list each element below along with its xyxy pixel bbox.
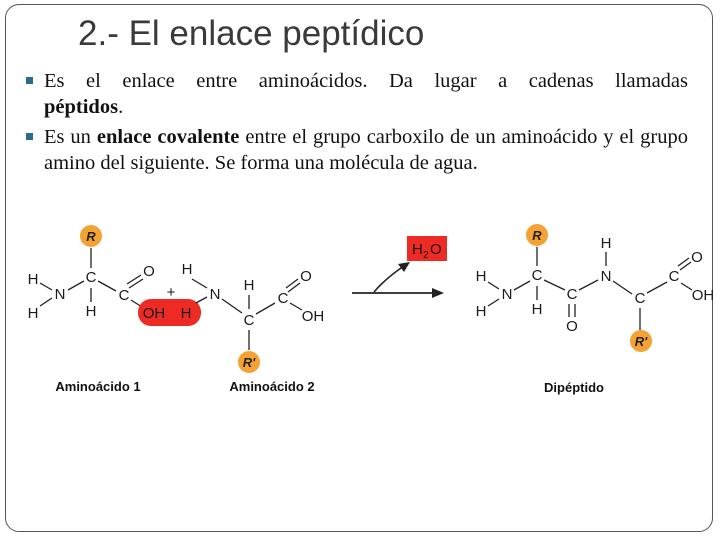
dipeptide-caption: Dipéptido xyxy=(544,380,604,395)
atom-label: N xyxy=(209,286,221,303)
atom-label: C xyxy=(531,267,543,284)
highlight-h: H xyxy=(180,305,192,322)
water-subscript: 2 xyxy=(423,250,429,261)
atom-label: H xyxy=(600,235,612,252)
bullet-2-post: entre el grupo carboxilo de un aminoácido y el grupo amino del siguiente. Se forma una molécula de agua. xyxy=(44,126,688,174)
side-chain-r-prime-label: R' xyxy=(634,334,648,349)
bullet-1-bold-term: péptidos xyxy=(44,96,119,118)
amino-acid-1-structure xyxy=(28,225,155,322)
atom-label: C xyxy=(277,290,289,307)
atom-label: C xyxy=(566,286,578,303)
bullet-2-pre: Es un xyxy=(44,126,97,148)
side-chain-r-prime-label: R' xyxy=(242,355,256,370)
atom-label: OH xyxy=(691,287,715,304)
atom-label: C xyxy=(243,312,255,329)
atom-label: N xyxy=(600,268,612,285)
atom-label: C xyxy=(668,268,680,285)
atom-label: C xyxy=(118,287,130,304)
plus-sign: + xyxy=(166,284,176,301)
reaction-arrow xyxy=(352,262,444,298)
amino-acid-2-caption: Aminoácido 2 xyxy=(229,379,315,394)
side-chain-r-label: R xyxy=(86,229,96,244)
side-chain-r-label: R xyxy=(532,228,542,243)
atom-label: H xyxy=(475,268,487,285)
atom-label: H xyxy=(181,261,193,278)
atom-label: H xyxy=(531,301,543,318)
atom-label: H xyxy=(85,303,97,320)
dipeptide-structure xyxy=(476,224,715,352)
water-h: H xyxy=(412,241,423,258)
atom-label: H xyxy=(243,277,255,294)
bullet-1-period: . xyxy=(118,96,124,118)
atom-label: O xyxy=(566,318,578,335)
atom-label: O xyxy=(143,263,155,280)
atom-label: O xyxy=(300,268,312,285)
atom-label: H xyxy=(27,271,39,288)
atom-label: O xyxy=(691,249,703,266)
atom-label: H xyxy=(27,305,39,322)
atom-label: C xyxy=(634,290,646,307)
atom-label: N xyxy=(54,286,66,303)
highlight-oh: OH xyxy=(142,305,166,322)
atom-label: C xyxy=(85,269,97,286)
water-o: O xyxy=(430,241,442,258)
bullet-2-bold-term: enlace covalente xyxy=(96,126,240,148)
atom-label: N xyxy=(501,286,513,303)
atom-label: H xyxy=(475,303,487,320)
bullet-1-line-1: Es el enlace entre aminoácidos. Da lugar a cadenas llamadas xyxy=(44,70,688,92)
atom-label: OH xyxy=(301,308,325,325)
amino-acid-2-structure xyxy=(182,261,325,373)
amino-acid-1-caption: Aminoácido 1 xyxy=(55,379,141,394)
slide-title: 2.- El enlace peptídico xyxy=(78,14,425,53)
